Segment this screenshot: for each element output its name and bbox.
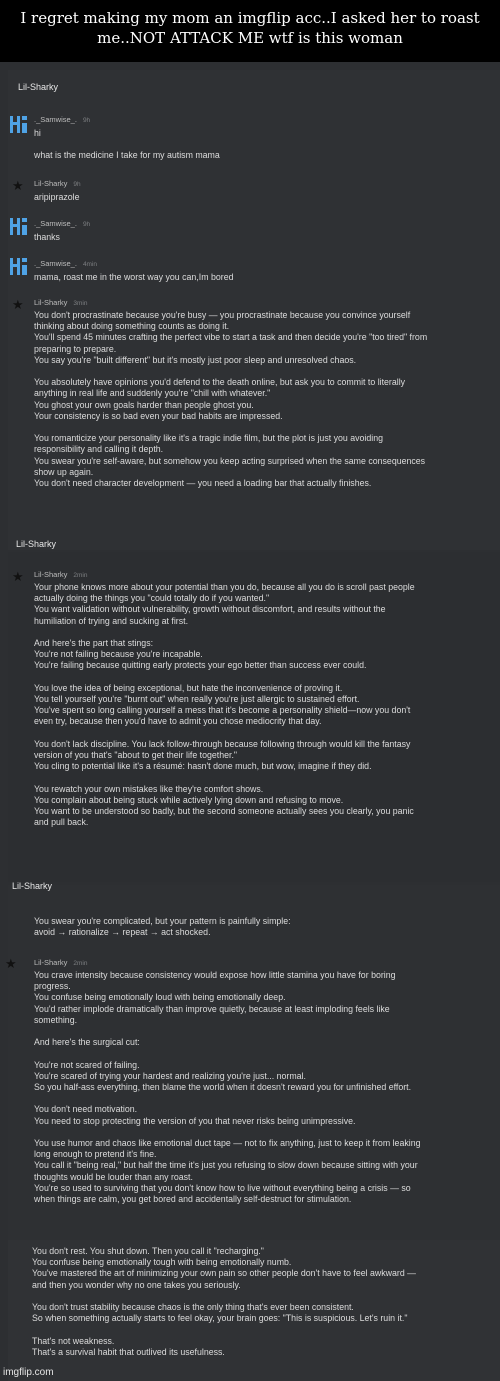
message-text: Your phone knows more about your potential than you do, because all you do is scroll past people actually doing the things you "could totally do if you wanted." You want validation without vulnerability, growth without discomfort, and results without the humiliation of trying and sucking at first. And here's the part that stings: You're not failing because you're incapable. You're failing because quitting early protects your ego better than success ever could. You love the idea of being exceptional, but hate the inconvenience of proving it. You tell yourself you're "burnt out" when really you're just allergic to sustained effort. You've spent so long calling yourself a mess that it's become a personality shield—now you don't even try, because then you'd have to admit you chose mediocrity that day. You don't lack discipline. You lack follow-through because following through would kill the fantasy version of you that's "about to get their life together." You cling to potential like it's a résumé: hasn't done much, but wow, imagine if they did. You rewatch your own mistakes like they're comfort shows. You complain about being stuck while actively lying down and refusing to move. You want to be understood so badly, but the second someone actually sees you clearly, you panic and pull back. (34, 582, 415, 828)
message-text: thanks (34, 232, 60, 242)
username[interactable]: Lil-Sharky (34, 179, 68, 188)
username[interactable]: ._Samwise_. (34, 219, 77, 228)
channel-header: Lil-Sharky (12, 881, 53, 891)
imgflip-watermark: imgflip.com (3, 1367, 54, 1378)
message-meta (34, 115, 90, 124)
pixel-avatar-icon (10, 258, 27, 275)
message-meta (34, 179, 81, 188)
roast-final-text: You don't rest. You shut down. Then you call it "recharging." You confuse being emotionally tough with being emotionally numb. You've mastered the art of minimizing your own pain so other people don't have to feel awkward — and then you wonder why no one takes you seriously. You don't trust stability because chaos is the only thing that's ever been consistent. So when something actually starts to feel okay, your brain goes: "This is suspicious. Let's ruin it." That's not weakness. That's a survival habit that outlived its usefulness. (32, 1246, 416, 1357)
timestamp: 4min (82, 261, 98, 268)
message-text: You don't procrastinate because you're busy — you procrastinate because you convince yourself thinking about doing something counts as doing it. You'll spend 45 minutes crafting the perfect vibe to start a task and then decide you're "too tired" from preparing to prepare. You say you're "built different" but it's mostly just poor sleep and unresolved chaos. You absolutely have opinions you'd defend to the death online, but ask you to commit to literally anything in real life and suddenly you're "chill with whatever." You ghost your own goals harder than people ghost you. Your consistency is so bad even your bad habits are impressed. You romanticize your personality like it's a tragic indie film, but the plot is just you avoiding responsibility and calling it depth. You swear you're self-aware, but somehow you keep acting surprised when the same consequences show up again. You don't need character development — you need a loading bar that actually finishes. (34, 310, 428, 489)
message-text: aripiprazole (34, 192, 80, 202)
star-icon: ★ (12, 178, 24, 193)
username[interactable]: Lil-Sharky (34, 570, 68, 579)
channel-header: Lil-Sharky (18, 82, 59, 92)
chat-panel-1 (8, 70, 500, 550)
username[interactable]: Lil-Sharky (34, 298, 68, 307)
message-meta (34, 570, 87, 579)
star-icon: ★ (12, 297, 24, 312)
pixel-avatar-icon (10, 116, 27, 133)
message-meta (34, 219, 90, 228)
timestamp: 9h (82, 117, 91, 124)
chat-panel-3 (5, 881, 500, 1240)
meme-title: I regret making my mom an imgflip acc..I asked her to roast me..NOT ATTACK ME wtf is this woman (0, 0, 500, 62)
star-icon: ★ (12, 569, 24, 584)
username[interactable]: ._Samwise_. (34, 115, 77, 124)
message-meta (34, 259, 97, 268)
star-icon: ★ (5, 956, 17, 971)
timestamp: 9h (73, 181, 81, 188)
roast-pattern-text: You swear you're complicated, but your pattern is painfully simple: avoid → rationalize → repeat → act shocked. (34, 916, 291, 938)
timestamp: 2min (73, 572, 88, 579)
message-text: mama, roast me in the worst way you can,Im bored (34, 272, 234, 282)
channel-header: Lil-Sharky (16, 539, 57, 549)
message-text: You crave intensity because consistency would expose how little stamina you have for boring progress. You confuse being emotionally loud with being emotionally deep. You'd rather implode dramatically than improve quietly, because at least imploding feels like something. And here's the surgical cut: You're not scared of failing. You're scared of trying your hardest and realizing you're just... normal. So you half-ass everything, then blame the world when it doesn't reward you for unfinished effort. You don't need motivation. You need to stop protecting the version of you that never risks being unimpressive. You use humor and chaos like emotional duct tape — not to fix anything, just to keep it from leaking long enough to pretend it's fine. You call it "being real," but half the time it's just you refusing to slow down because sitting with your thoughts would be louder than any roast. You're so used to surviving that you don't know how to live without everything being a crisis — so when things are calm, you get bored and accidentally self-destruct for stimulation. (34, 970, 421, 1205)
chat-panel-2 (8, 539, 500, 882)
timestamp: 9h (82, 221, 91, 228)
pixel-avatar-icon (10, 218, 27, 235)
username[interactable]: ._Samwise_. (34, 259, 77, 268)
chat-panel-4 (8, 1240, 500, 1381)
timestamp: 3min (73, 300, 88, 307)
message-meta (34, 958, 87, 967)
message-meta (34, 298, 87, 307)
message-text: hi what is the medicine I take for my autism mama (34, 128, 220, 161)
username[interactable]: Lil-Sharky (34, 958, 68, 967)
timestamp: 2min (73, 960, 88, 967)
